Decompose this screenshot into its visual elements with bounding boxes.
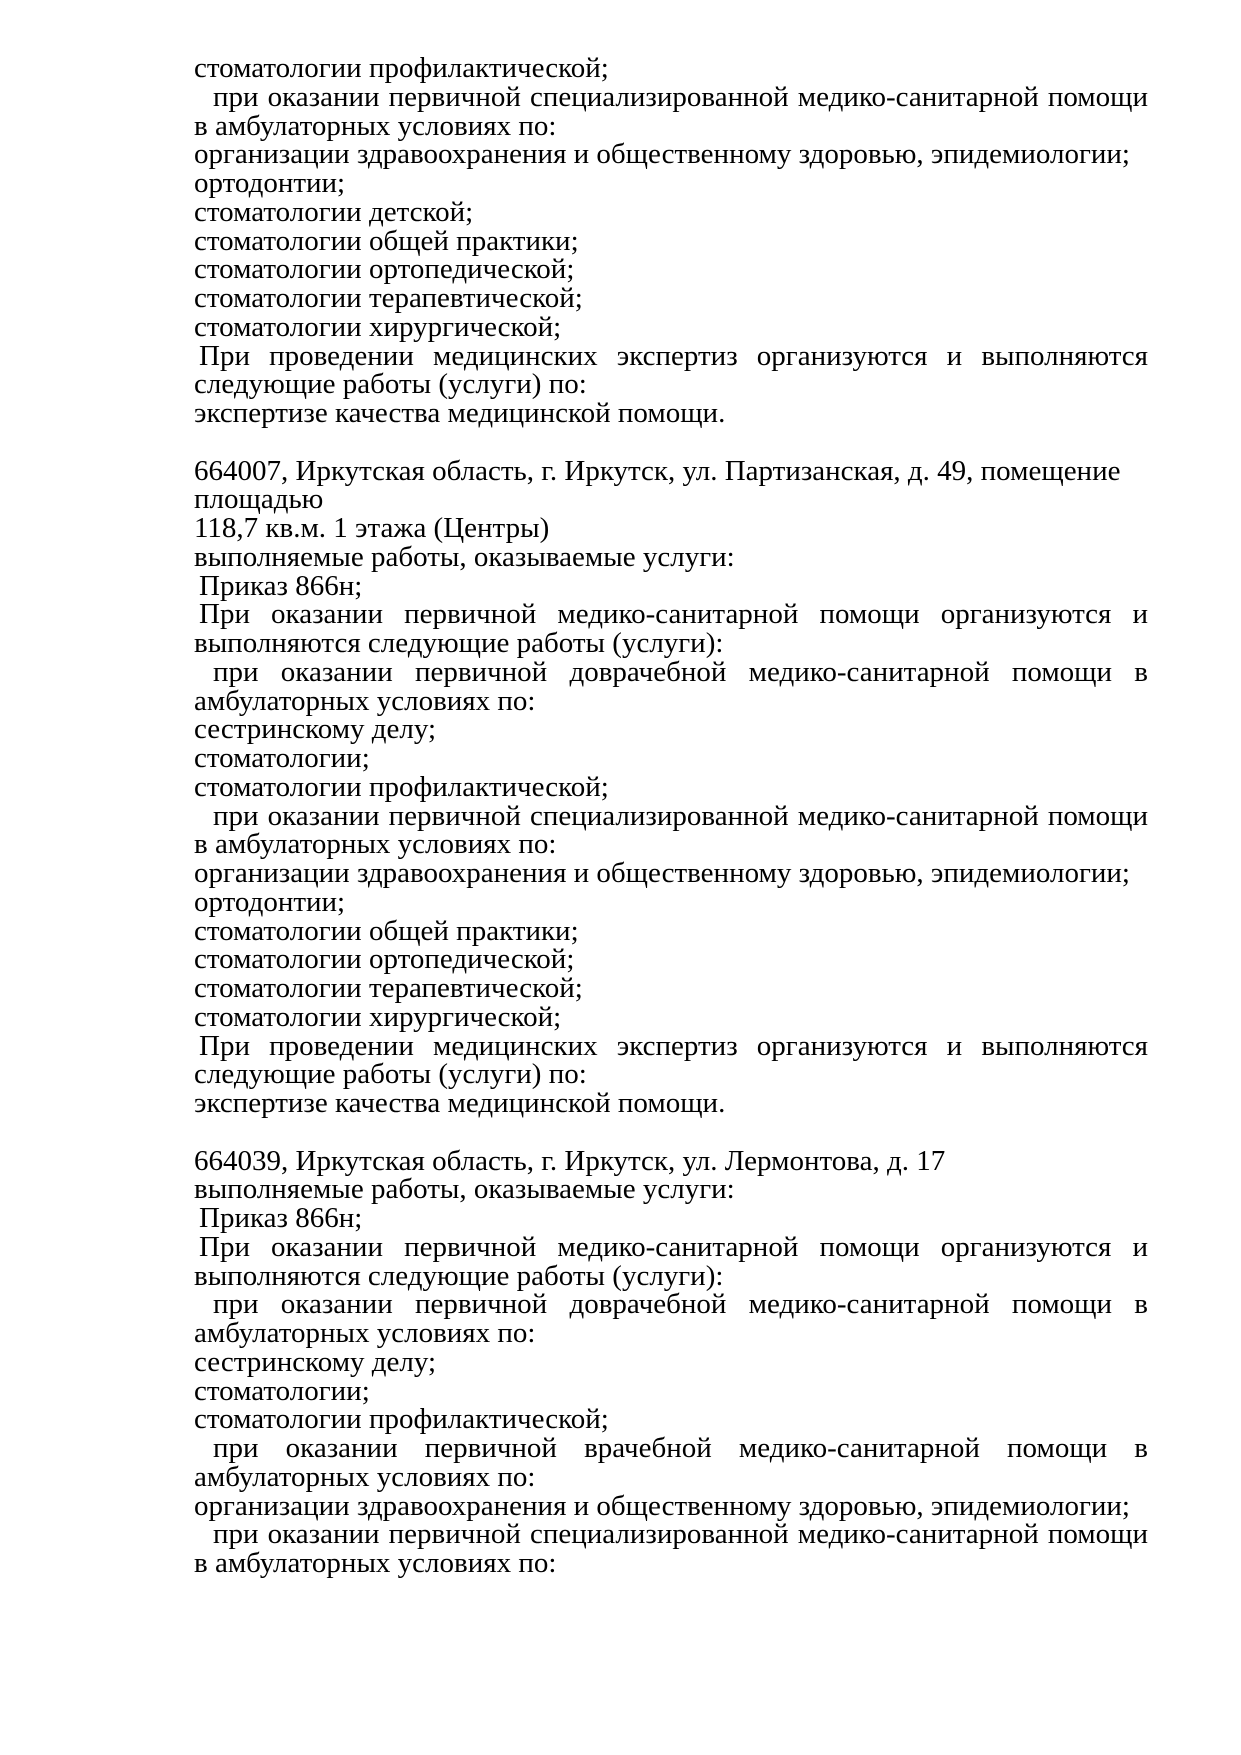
service-list-item: стоматологии ортопедической;	[194, 253, 575, 286]
text-line: выполняемые работы, оказываемые услуги:	[194, 540, 735, 573]
address-line: 664007, Иркутская область, г. Иркутск, ул. Партизанская, д. 49, помещение площадью	[194, 454, 1121, 516]
service-list-item: стоматологии ортопедической;	[194, 943, 575, 976]
service-list-item: стоматологии;	[194, 1374, 370, 1407]
text-line: выполняемые работы, оказываемые услуги:	[194, 1173, 735, 1206]
service-list-item: сестринскому делу;	[194, 1345, 437, 1378]
paragraph: при оказании первичной специализированной медико-санитарной помощи в амбулаторных условиях по:	[194, 1518, 1148, 1579]
paragraph: Приказ 866н;	[199, 1202, 363, 1234]
service-list-item: организации здравоохранения и общественному здоровью, эпидемиологии;	[194, 138, 1130, 171]
service-list-item: организации здравоохранения и общественному здоровью, эпидемиологии;	[194, 857, 1130, 889]
paragraph: При проведении медицинских экспертиз организуются и выполняются следующие работы (услуги) по:	[194, 339, 1148, 401]
blank-line	[194, 1118, 1148, 1147]
paragraph: при оказании первичной специализированной медико-санитарной помощи в амбулаторных условиях по:	[194, 799, 1148, 861]
service-list-item: стоматологии общей практики;	[194, 224, 579, 257]
service-list-item: экспертизе качества медицинской помощи.	[194, 397, 726, 429]
service-list-item: стоматологии общей практики;	[194, 914, 579, 947]
service-list-item: стоматологии профилактической;	[194, 52, 609, 84]
service-list-item: сестринскому делу;	[194, 713, 437, 746]
address-line: 664039, Иркутская область, г. Иркутск, ул. Лермонтова, д. 17	[194, 1144, 946, 1177]
service-list-item: ортодонтии;	[194, 885, 346, 918]
paragraph: При оказании первичной медико-санитарной помощи организуются и выполняются следующие работы (услуги):	[194, 1230, 1148, 1292]
service-list-item: стоматологии терапевтической;	[194, 282, 583, 314]
service-list-item: ортодонтии;	[194, 167, 346, 199]
service-list-item: стоматологии хирургической;	[194, 1000, 562, 1033]
address-line: 118,7 кв.м. 1 этажа (Центры)	[194, 512, 550, 544]
service-list-item: стоматологии профилактической;	[194, 1403, 609, 1436]
paragraph: При оказании первичной медико-санитарной помощи организуются и выполняются следующие работы (услуги):	[194, 598, 1148, 659]
service-list-item: стоматологии детской;	[194, 195, 474, 228]
paragraph: при оказании первичной доврачебной медико-санитарной помощи в амбулаторных условиях по:	[194, 655, 1148, 717]
service-list-item: стоматологии хирургической;	[194, 310, 562, 343]
service-list-item: стоматологии терапевтической;	[194, 972, 583, 1004]
paragraph: при оказании первичной доврачебной медико-санитарной помощи в амбулаторных условиях по:	[194, 1288, 1148, 1349]
paragraph: при оказании первичной врачебной медико-санитарной помощи в амбулаторных условиях по:	[194, 1432, 1148, 1493]
service-list-item: стоматологии;	[194, 742, 370, 774]
paragraph: при оказании первичной специализированной медико-санитарной помощи в амбулаторных условиях по:	[194, 80, 1148, 142]
paragraph: Приказ 866н;	[199, 569, 363, 602]
service-list-item: организации здравоохранения и общественному здоровью, эпидемиологии;	[194, 1489, 1130, 1522]
paragraph: При проведении медицинских экспертиз организуются и выполняются следующие работы (услуги) по:	[194, 1029, 1148, 1091]
service-list-item: экспертизе качества медицинской помощи.	[194, 1087, 726, 1119]
service-list-item: стоматологии профилактической;	[194, 770, 609, 803]
blank-line	[194, 428, 1148, 457]
